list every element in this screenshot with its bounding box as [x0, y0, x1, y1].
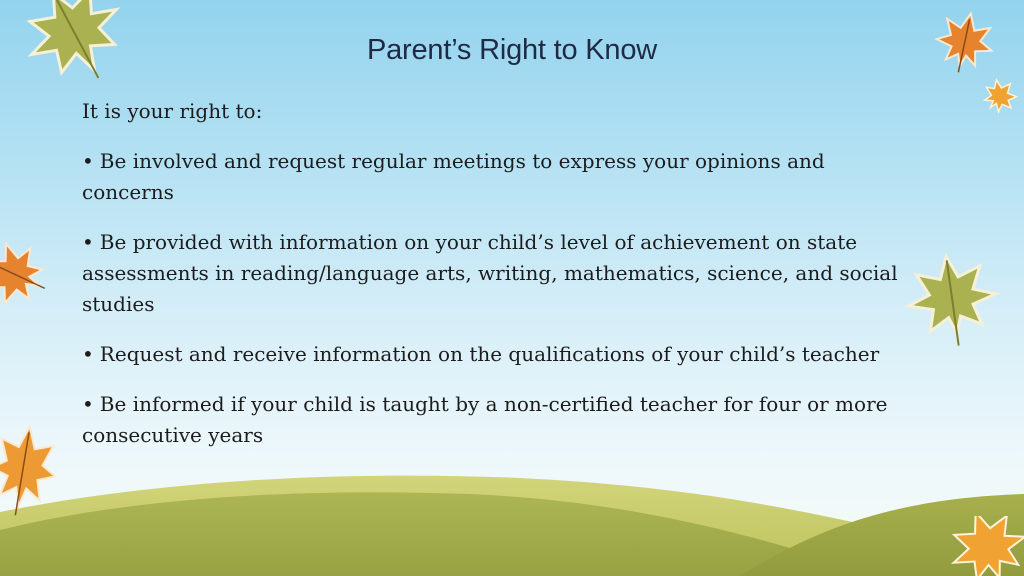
bullet-dot: • [82, 342, 94, 366]
bullet-item [82, 389, 902, 451]
bullet-text: Be informed if your child is taught by a non-certified teacher for four or more consecutive years [82, 392, 888, 447]
intro-text: It is your right to: [82, 99, 263, 123]
bullet-text: Be provided with information on your child’s level of achievement on state assessments in reading/language arts, writing, mathematics, science, and social studies [82, 230, 898, 316]
slide-title: Parent’s Right to Know [366, 34, 658, 66]
leaf-icon [980, 76, 1020, 116]
bullet-item [82, 227, 902, 320]
slide-body [82, 96, 902, 470]
bullet-dot: • [82, 149, 94, 173]
bullet-item [82, 146, 902, 208]
leaf-icon [0, 238, 50, 310]
leaf-icon [904, 248, 1000, 348]
bullet-text: Be involved and request regular meetings to express your opinions and concerns [82, 149, 825, 204]
leaf-icon [0, 418, 60, 518]
bullet-dot: • [82, 230, 94, 254]
leaf-icon [946, 516, 1024, 576]
bullet-item [82, 339, 902, 370]
bullet-dot: • [82, 392, 94, 416]
bullet-text: Request and receive information on the qualifications of your child’s teacher [99, 342, 880, 366]
